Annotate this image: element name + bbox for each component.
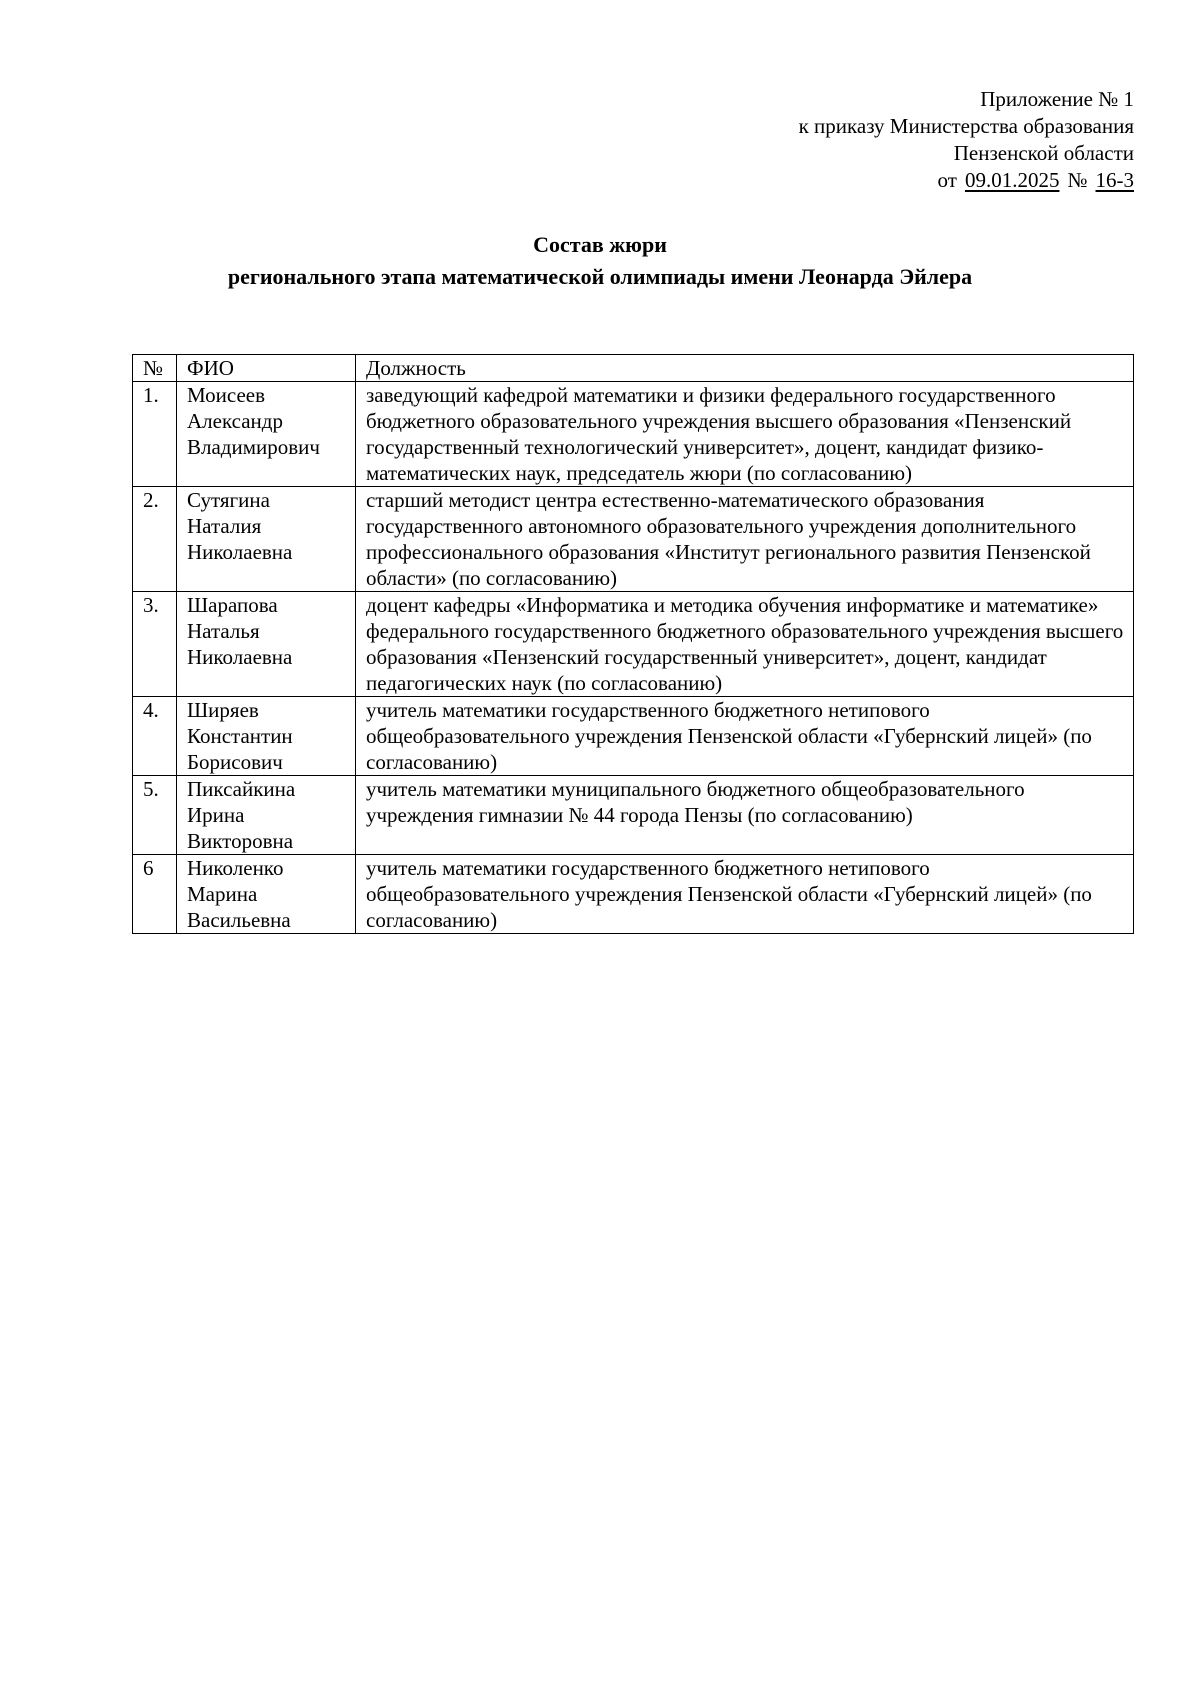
row-name: [177, 697, 356, 776]
patronymic: Владимирович: [187, 435, 320, 459]
jury-table: [132, 354, 1134, 934]
row-name: [177, 487, 356, 592]
surname: Шарапова: [187, 593, 278, 617]
order-number: 16-3: [1095, 168, 1134, 192]
header-name: ФИО: [177, 355, 356, 382]
row-num: 4.: [133, 697, 177, 776]
appendix-order-ref: к приказу Министерства образования: [798, 114, 1134, 138]
row-position: учитель математики государственного бюджетного нетипового общеобразовательного учреждения Пензенской области «Губернский лицей» (по согласованию): [356, 697, 1134, 776]
surname: Моисеев: [187, 383, 266, 407]
first-name: Ирина: [187, 803, 245, 827]
number-label: №: [1067, 168, 1088, 192]
header-position: Должность: [356, 355, 1134, 382]
row-num: 1.: [133, 382, 177, 487]
from-label: от: [937, 168, 957, 192]
row-num: 3.: [133, 592, 177, 697]
patronymic: Борисович: [187, 750, 283, 774]
row-position: доцент кафедры «Информатика и методика обучения информатике и математике» федерального государственного бюджетного образовательного учреждения высшего образования «Пензенский государственный университет», доцент, кандидат педагогических наук (по согласованию): [356, 592, 1134, 697]
first-name: Марина: [187, 882, 258, 906]
table-row: [133, 487, 1134, 592]
patronymic: Николаевна: [187, 540, 293, 564]
patronymic: Васильевна: [187, 908, 291, 932]
appendix-date-line: [534, 167, 1134, 194]
first-name: Константин: [187, 724, 293, 748]
row-name: [177, 592, 356, 697]
row-name: [177, 855, 356, 934]
surname: Ширяев: [187, 698, 259, 722]
appendix-title: Приложение № 1: [980, 87, 1134, 111]
table-row: [133, 697, 1134, 776]
appendix-region: Пензенской области: [953, 141, 1134, 165]
first-name: Наталия: [187, 514, 262, 538]
row-name: [177, 776, 356, 855]
table-row: [133, 382, 1134, 487]
surname: Пиксайкина: [187, 777, 296, 801]
row-position: старший методист центра естественно-математического образования государственного автономного образовательного учреждения дополнительного профессионального образования «Институт регионального развития Пензенской области» (по согласованию): [356, 487, 1134, 592]
appendix-header: [534, 86, 1134, 194]
row-num: 2.: [133, 487, 177, 592]
patronymic: Викторовна: [187, 829, 294, 853]
document-subtitle: регионального этапа математической олимпиады имени Леонарда Эйлера: [227, 264, 973, 289]
row-name: [177, 382, 356, 487]
row-num: 5.: [133, 776, 177, 855]
row-position: заведующий кафедрой математики и физики федерального государственного бюджетного образовательного учреждения высшего образования «Пензенский государственный технологический университет», доцент, кандидат физико-математических наук, председатель жюри (по согласованию): [356, 382, 1134, 487]
first-name: Наталья: [187, 619, 260, 643]
table-row: [133, 776, 1134, 855]
table-header-row: [133, 355, 1134, 382]
table-row: [133, 855, 1134, 934]
patronymic: Николаевна: [187, 645, 293, 669]
table-row: [133, 592, 1134, 697]
document-title: Состав жюри: [533, 232, 667, 257]
surname: Николенко: [187, 856, 284, 880]
row-position: учитель математики муниципального бюджетного общеобразовательного учреждения гимназии № 44 города Пензы (по согласованию): [356, 776, 1134, 855]
row-position: учитель математики государственного бюджетного нетипового общеобразовательного учреждения Пензенской области «Губернский лицей» (по согласованию): [356, 855, 1134, 934]
row-num: 6: [133, 855, 177, 934]
first-name: Александр: [187, 409, 283, 433]
order-date: 09.01.2025: [964, 168, 1060, 192]
surname: Сутягина: [187, 488, 270, 512]
header-num: №: [133, 355, 177, 382]
